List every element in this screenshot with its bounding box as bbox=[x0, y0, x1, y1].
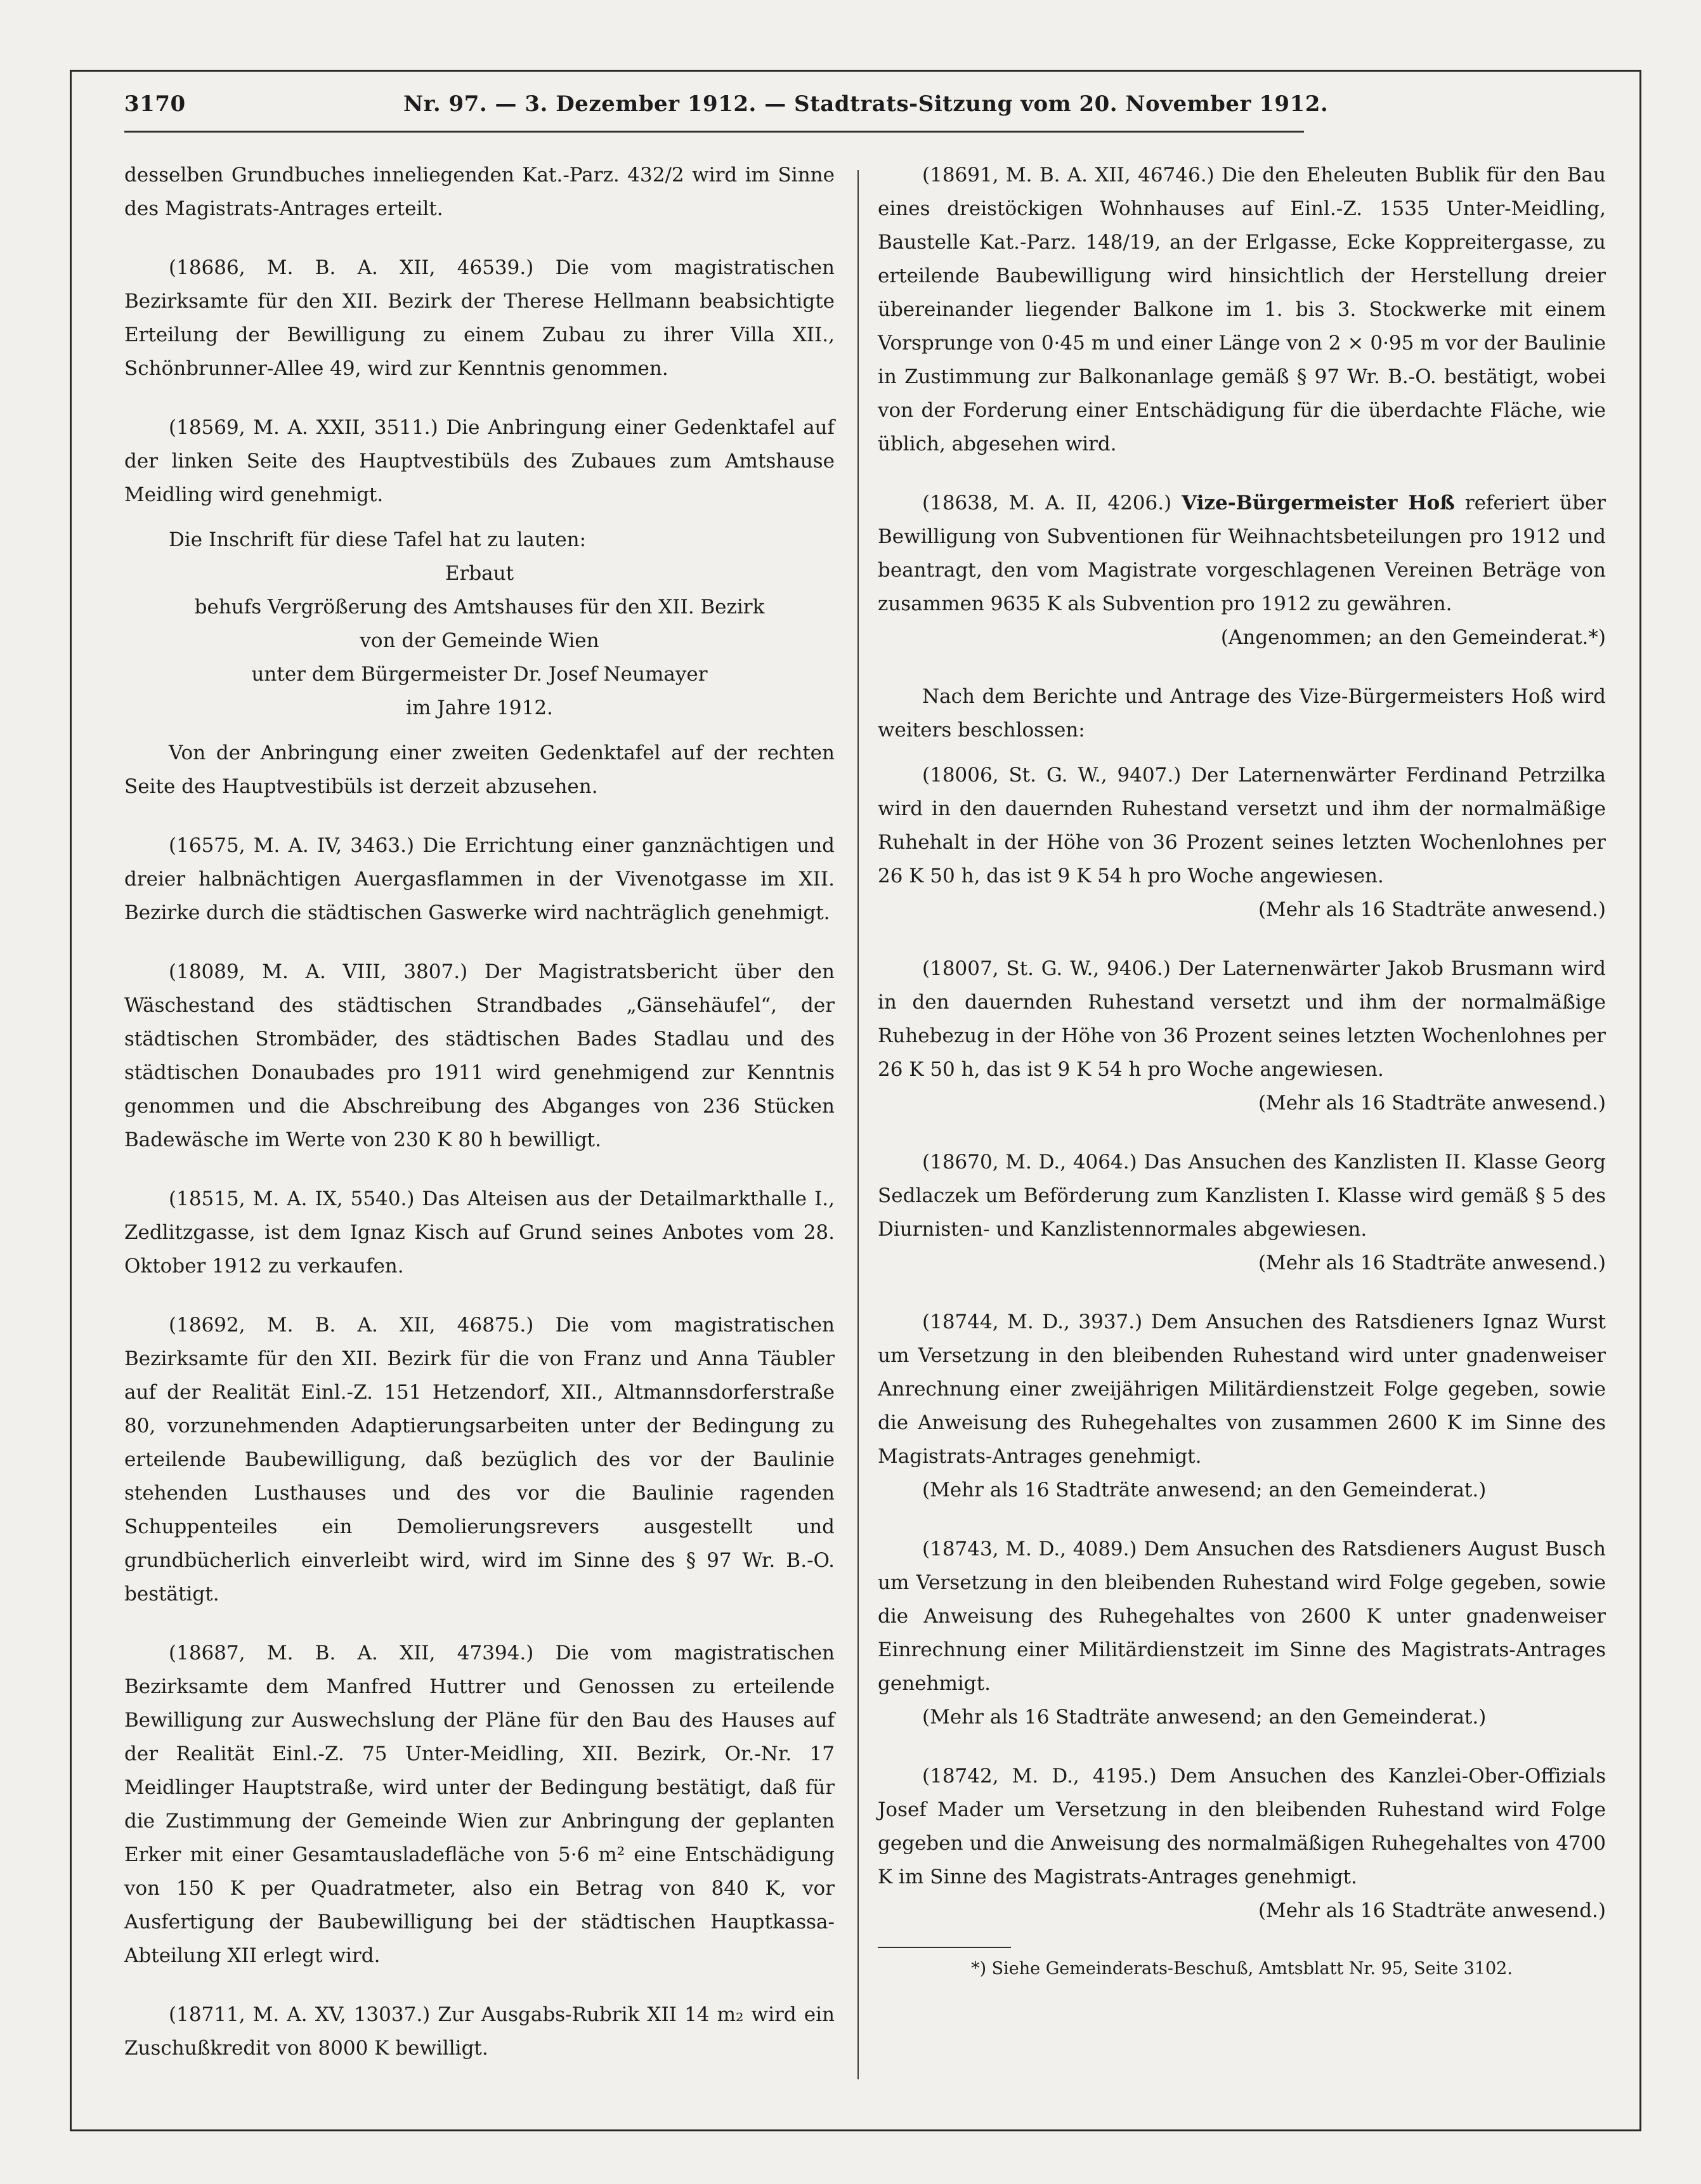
speaker-name: Vize-Bürgermeister Hoß bbox=[1182, 492, 1455, 514]
paragraph-18744: (18744, M. D., 3937.) Dem Ansuchen des Ratsdieners Ignaz Wurst um Versetzung in den bleibenden Ruhestand wird unter gnadenweiser Anrechnung einer zweijährigen Militärdienstzeit Folge gegeben, sowie die Anweisung des Ruhegehaltes von zusammen 2600 K im Sinne des Magistrats-Antrages genehmigt. bbox=[878, 1311, 1606, 1468]
vote-note: (Mehr als 16 Stadträte anwesend.) bbox=[1258, 1092, 1606, 1115]
header-rule bbox=[124, 131, 1304, 133]
paragraph-18569: (18569, M. A. XXII, 3511.) Die Anbringung einer Gedenktafel auf der linken Seite des Hauptvestibüls des Zubaues zum Amtshause Meidling wird genehmigt. bbox=[124, 416, 835, 506]
vote-note: (Mehr als 16 Stadträte anwesend.) bbox=[1258, 1899, 1606, 1922]
paragraph-18670: (18670, M. D., 4064.) Das Ansuchen des Kanzlisten II. Klasse Georg Sedlaczek um Beförderung zum Kanzlisten I. Klasse wird gemäß § 5 des Diurnisten- und Kanzlistennormales abgewiesen. bbox=[878, 1151, 1606, 1241]
inscription-line: im Jahre 1912. bbox=[406, 696, 553, 719]
page-number: 3170 bbox=[124, 91, 186, 117]
inscription-line: Erbaut bbox=[445, 562, 514, 585]
paragraph-18686: (18686, M. B. A. XII, 46539.) Die vom magistratischen Bezirksamte für den XII. Bezirk der Therese Hellmann beabsichtigte Erteilung der Bewilligung zu einem Zubau zu ihrer Villa XII., Schönbrunner-Allee 49, wird zur Kenntnis genommen. bbox=[124, 256, 835, 380]
vote-note: (Mehr als 16 Stadträte anwesend; an den Gemeinderat.) bbox=[922, 1706, 1487, 1729]
paragraph-text: referiert über Bewilligung von Subventionen für Weihnachtsbeteilungen pro 1912 und beantragt, den vom Magistrate vorgeschlagenen Vereinen Beträge von zusammen 9635 K als Subvention pro 1912 zu gewähren. bbox=[878, 492, 1606, 615]
paragraph-18711: (18711, M. A. XV, 13037.) Zur Ausgabs-Rubrik XII 14 m₂ wird ein Zuschußkredit von 8000 K bewilligt. bbox=[124, 2003, 835, 2060]
right-column bbox=[878, 159, 1606, 2003]
case-reference: (18638, M. A. II, 4206.) bbox=[922, 492, 1172, 514]
footnote: *) Siehe Gemeinderats-Beschuß, Amtsblatt Nr. 95, Seite 3102. bbox=[971, 1959, 1513, 1978]
paragraph-18638 bbox=[878, 487, 1606, 621]
paragraph-continuation: desselben Grundbuches inneliegenden Kat.-Parz. 432/2 wird im Sinne des Magistrats-Antrages erteilt. bbox=[124, 164, 835, 220]
paragraph-16575: (16575, M. A. IV, 3463.) Die Errichtung einer ganznächtigen und dreier halbnächtigen Auergasflammen in der Vivenotgasse im XII. Bezirke durch die städtischen Gaswerke wird nachträglich genehmigt. bbox=[124, 834, 835, 924]
inscription-line: von der Gemeinde Wien bbox=[360, 629, 599, 652]
paragraph-18743: (18743, M. D., 4089.) Dem Ansuchen des Ratsdieners August Busch um Versetzung in den bleibenden Ruhestand wird Folge gegeben, sowie die Anweisung des Ruhegehaltes von 2600 K unter gnadenweiser Einrechnung einer Militärdienstzeit im Sinne des Magistrats-Antrages genehmigt. bbox=[878, 1538, 1606, 1695]
paragraph-18515: (18515, M. A. IX, 5540.) Das Alteisen aus der Detailmarkthalle I., Zedlitzgasse, ist dem Ignaz Kisch auf Grund seines Anbotes vom 28. Oktober 1912 zu verkaufen. bbox=[124, 1187, 835, 1278]
paragraph-18692: (18692, M. B. A. XII, 46875.) Die vom magistratischen Bezirksamte für den XII. Bezirk für die von Franz und Anna Täubler auf der Realität Einl.-Z. 151 Hetzendorf, XII., Altmannsdorferstraße 80, vorzunehmenden Adaptierungsarbeiten unter der Bedingung zu erteilende Baubewilligung, daß bezüglich des vor der Baulinie stehenden Lusthauses und des vor die Baulinie ragenden Schuppenteiles ein Demolierungsrevers ausgestellt und grundbücherlich einverleibt wird, wird im Sinne des § 97 Wr. B.-O. bestätigt. bbox=[124, 1314, 835, 1605]
paragraph-18007: (18007, St. G. W., 9406.) Der Laternenwärter Jakob Brusmann wird in den dauernden Ruhestand versetzt und ihm der normalmäßige Ruhebezug in der Höhe von 36 Prozent seines letzten Wochenlohnes per 26 K 50 h, das ist 9 K 54 h pro Woche angewiesen. bbox=[878, 957, 1606, 1081]
vote-note: (Mehr als 16 Stadträte anwesend.) bbox=[1258, 898, 1606, 921]
inscription-intro: Die Inschrift für diese Tafel hat zu lauten: bbox=[169, 528, 587, 551]
paragraph-18006: (18006, St. G. W., 9407.) Der Laternenwärter Ferdinand Petrzilka wird in den dauernden Ruhestand versetzt und ihm der normalmäßige Ruhehalt in der Höhe von 36 Prozent seines letzten Wochenlohnes per 26 K 50 h, das ist 9 K 54 h pro Woche angewiesen. bbox=[878, 764, 1606, 887]
vote-note: (Mehr als 16 Stadträte anwesend; an den Gemeinderat.) bbox=[922, 1479, 1487, 1501]
paragraph-18691: (18691, M. B. A. XII, 46746.) Die den Eheleuten Bublik für den Bau eines dreistöckigen Wohnhauses auf Einl.-Z. 1535 Unter-Meidling, Baustelle Kat.-Parz. 148/19, an der Erlgasse, Ecke Koppreitergasse, zu erteilende Baubewilligung wird hinsichtlich der Herstellung dreier übereinander liegender Balkone im 1. bis 3. Stockwerke mit einem Vorsprunge von 0·45 m und einer Länge von 2 × 0·95 m vor der Baulinie in Zustimmung zur Balkonanlage gemäß § 97 Wr. B.-O. bestätigt, wobei von der Forderung einer Entschädigung für die überdachte Fläche, wie üblich, abgesehen wird. bbox=[878, 164, 1606, 455]
page-header bbox=[124, 88, 1608, 126]
column-divider bbox=[857, 170, 859, 2079]
vote-note: (Mehr als 16 Stadträte anwesend.) bbox=[1258, 1252, 1606, 1274]
header-title: Nr. 97. — 3. Dezember 1912. — Stadtrats-Sitzung vom 20. November 1912. bbox=[403, 91, 1329, 117]
paragraph-resolution-intro: Nach dem Berichte und Antrage des Vize-Bürgermeisters Hoß wird weiters beschlossen: bbox=[878, 685, 1606, 742]
footnote-rule bbox=[878, 1947, 1011, 1948]
inscription-line: unter dem Bürgermeister Dr. Josef Neumayer bbox=[251, 663, 708, 686]
paragraph-18742: (18742, M. D., 4195.) Dem Ansuchen des Kanzlei-Ober-Offizials Josef Mader um Versetzung in den bleibenden Ruhestand wird Folge gegeben und die Anweisung des normalmäßigen Ruhegehaltes von 4700 K im Sinne des Magistrats-Antrages genehmigt. bbox=[878, 1765, 1606, 1888]
vote-note: (Angenommen; an den Gemeinderat.*) bbox=[1220, 626, 1606, 649]
paragraph-18089: (18089, M. A. VIII, 3807.) Der Magistratsbericht über den Wäschestand des städtischen Strandbades „Gänsehäufel“, der städtischen Strombäder, des städtischen Bades Stadlau und des städtischen Donaubades pro 1911 wird genehmigend zur Kenntnis genommen und die Abschreibung des Abganges von 236 Stücken Badewäsche im Werte von 230 K 80 h bewilligt. bbox=[124, 960, 835, 1151]
inscription-line: behufs Vergrößerung des Amtshauses für den XII. Bezirk bbox=[194, 596, 765, 618]
paragraph-second-tablet: Von der Anbringung einer zweiten Gedenktafel auf der rechten Seite des Hauptvestibüls ist derzeit abzusehen. bbox=[124, 742, 835, 798]
left-column bbox=[124, 159, 835, 2065]
paragraph-18687: (18687, M. B. A. XII, 47394.) Die vom magistratischen Bezirksamte dem Manfred Huttrer und Genossen zu erteilende Bewilligung zur Auswechslung der Pläne für den Bau des Hauses auf der Realität Einl.-Z. 75 Unter-Meidling, XII. Bezirk, Or.-Nr. 17 Meidlinger Hauptstraße, wird unter der Bedingung bestätigt, daß für die Zustimmung der Gemeinde Wien zur Anbringung der geplanten Erker mit einer Gesamtausladefläche von 5·6 m² eine Entschädigung von 150 K per Quadratmeter, also ein Betrag von 840 K, vor Ausfertigung der Baubewilligung bei der städtischen Hauptkassa-Abteilung XII erlegt wird. bbox=[124, 1642, 835, 1967]
